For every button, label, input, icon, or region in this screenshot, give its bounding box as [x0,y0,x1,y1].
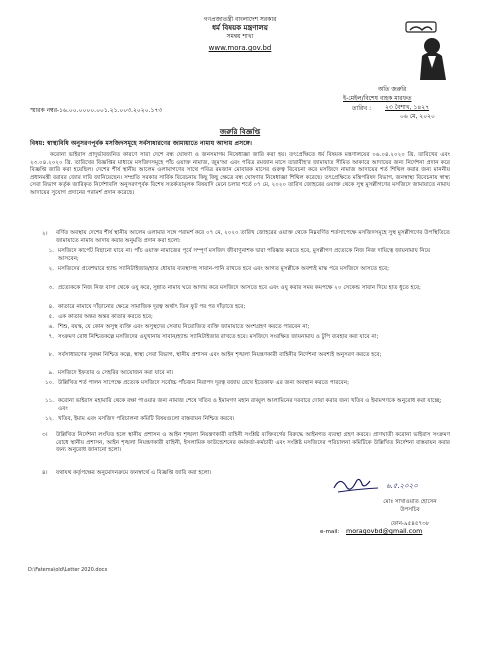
condition-text: উল্লিখিত শর্ত পালন সাপেক্ষে প্রত্যেক মসজিদে সর্বোচ্চ পাঁচজন নিরাপদ দূরত্ব বজায় রেখে ইতেকাফ এর জন্য অবস্থান করতে পারবেন; [58,380,349,386]
condition-item-5 [48,314,442,322]
paragraph-1: করোনা ভাইরাস প্রাদুর্ভাবজনিত কারণে সারা দেশে বন্ধ ঘোষণা ও জনসমাগম নিষেধাজ্ঞা জারি করা হয়। তৎপ্রেক্ষিতে ধর্ম বিষয়ক মন্ত্রণালয়ের ০৬.০৪.২০২০ খ্রি. তারিখের এবং ২৩.০৪.২০২০ খ্রি. তারিখের বিজ্ঞপ্তির মাধ্যমে মসজিদসমূহে পাঁচ ওয়াক্ত নামাজ, জুম'আ এবং পবিত্র রমজান মাসে তারাবীহ'র জামায়াত সীমিত আকারে আদায়ের জন্য নির্দেশনা প্রদান করে বিজ্ঞপ্তি জারি করা হয়েছিল। দেশের শীর্ষ স্থানীয় আলেম ওলামাগণের সাথে পবিত্র রমজান মোবারক মাসের গুরুত্ব বিবেচনা করে মসজিদে নামাজ আদায়ের শর্ত শিথিল করার জন্য মাননীয় প্রধানমন্ত্রী বরাবর জোর দাবি জানিয়েছেন। সম্প্রতি সরকার সার্বিক বিবেচনায় কিছু কিছু ক্ষেত্রে বন্ধ ঘোষণার নিষেধাজ্ঞা শিথিল করেছে। তৎপ্রেক্ষিতে মন্ত্রিপরিষদ বিভাগ, জনস্বাস্থ্য বিবেচনায় স্বাস্থ্য সেবা বিভাগ কর্তৃক জারিকৃত নির্দেশাবলি অনুসরণপূর্বক বিশেষ সতর্কতামূলক বিষয়াদি মেনে চলার শর্তে ০৭ মে, ২০২০ তারিখ জোহরের ওয়াক্ত থেকে সুস্থ মুসল্লীগণের মসজিদে জামায়াতে নামায আদায়ের সুযোগ প্রদানের পরামর্শ প্রদান করেছে। [30,152,450,196]
condition-text: সংক্রমণ রোধ নিশ্চিতকল্পে মসজিদের ওযুখানায় সাবান/হ্যান্ড স্যানিটাইজার রাখতে হবে। মসজিদে সংরক্ষিত জায়নামায ও টুপি ব্যবহার করা যাবে না; [58,334,379,340]
paragraph-2-number: ২। [42,231,48,237]
delivery-method: ই-মেইল/বিশেষ বাহক মারফত [343,95,412,102]
condition-text: কাতারে নামাযে দাঁড়ানোর ক্ষেত্রে সামাজিক দূরত্ব অর্থাৎ তিন ফুট পর পর দাঁড়াতে হবে; [58,304,246,310]
email-label: e-mail: [320,529,340,535]
condition-text: মসজিদে কার্পেট বিছানো যাবে না। পাঁচ ওয়াক্ত নামাজের পূর্বে সম্পূর্ণ মসজিদ জীবাণুনাশক দ্বারা পরিষ্কার করতে হবে, মুসল্লীগণ প্রত্যেকে নিজ নিজ দায়িত্বে জায়নামায নিয়ে আসবেন; [58,248,431,262]
condition-item-2 [48,266,442,282]
condition-item-11 [44,398,442,414]
condition-item-6 [48,324,442,332]
paragraph-3: উল্লিখিত নির্দেশনা লংঘিত হলে স্থানীয় প্রশাসন ও আইন শৃঙ্খলা নিয়ন্ত্রণকারী বাহিনী সংশ্লিষ্ট ব্যক্তিবর্গের বিরুদ্ধে আইনগত ব্যবস্থা গ্রহণ করবে। প্রাণঘাতী করোনা ভাইরাস সংক্রমণ রোধে স্থানীয় প্রশাসন, আইন শৃঙ্খলা নিয়ন্ত্রণকারী বাহিনী, ইসলামিক ফাউন্ডেশনের কর্মকর্তা-কর্মচারী এবং সংশ্লিষ্ট মসজিদের পরিচালনা কমিটিকে উল্লিখিত নির্দেশনা বাস্তবায়ন করার জন্য অনুরোধ জানানো হলো। [56,432,450,454]
condition-item-12 [44,416,442,424]
condition-text: শিশু, বয়স্ক, যে কোন অসুস্থ ব্যক্তি এবং অসুস্থদের সেবায় নিয়োজিত ব্যক্তি জামায়াতে অংশগ্রহণ করতে পারবেন না; [58,324,310,330]
condition-text: প্রত্যেককে নিজ নিজ বাসা থেকে ওযু করে, সুন্নাত নামায ঘরে আদায় করে মসজিদে আসতে হবে এবং ওযু করার সময় কমপক্ষে ২০ সেকেন্ড সাবান দিয়ে হাত ধুতে হবে; [58,285,421,291]
condition-number: ১০. [44,380,54,386]
condition-number: ৫. [48,314,54,320]
memo-number: স্মারক নম্বর-১৬.০০.০০০০.০০১.২১.০০৩.২০২০.১৭৩ [30,107,163,114]
condition-number: ২. [48,266,54,272]
condition-number: ৭. [48,334,54,340]
paragraph-2: বর্ণিত অবস্থায় দেশের শীর্ষ স্থানীয় আলেম ওলামার সঙ্গে পরামর্শ করে ০৭ মে, ২০২০ তারিখ জোহরের ওয়াক্ত থেকে নিম্নবর্ণিত শর্তসাপেক্ষে মসজিদসমূহে সুস্থ মুসল্লীগণের উপস্থিতিতে জামায়াতে নামায আদায় করার অনুমতি প্রদান করা হলো: [56,230,450,244]
mujib-borsho-logo [402,18,450,82]
date-bangla: ২৩ বৈশাখ, ১৪২৭ [385,104,430,111]
condition-number: ১১. [44,398,54,404]
condition-number: ৮. [48,352,54,358]
condition-item-1 [48,248,442,264]
date-label: তারিখ : [352,105,372,112]
website-link[interactable]: www.mora.gov.bd [208,44,272,52]
condition-number: ৯. [48,370,54,376]
condition-text: মসজিদের প্রবেশদ্বারে হ্যান্ড স্যানিটাইজার/হাত ধোয়ার ব্যবস্থাসহ সাবান-পানি রাখতে হবে এবং আগত মুসল্লীকে অবশ্যই মাস্ক পরে মসজিদে আসতে হবে; [58,266,390,272]
condition-item-4 [48,304,442,312]
signature-scribble [332,474,442,498]
paragraph-4: যথাযথ কর্তৃপক্ষের অনুমোদনক্রমে জনস্বার্থে এ বিজ্ঞপ্তি জারি করা হলো। [56,470,212,476]
condition-number: ৩. [48,285,54,291]
condition-text: এক কাতার অন্তর অন্তর কাতার করতে হবে; [58,314,153,320]
email-link[interactable]: moragovbd@gmail.com [346,527,423,535]
urgency-label: অতি জরুরি [378,86,407,93]
ministry-name: ধর্ম বিষয়ক মন্ত্রণালয় [212,24,268,32]
subject-line: বিষয়: স্বাস্থ্যবিধি অনুসরণপূর্বক মসজিদসমূহে সর্বসাধারণের জামায়াতে নামায আদায় প্রসঙ্গে। [30,140,253,147]
condition-number: ১২. [44,416,54,422]
condition-number: ৬. [48,324,54,330]
condition-number: ১. [48,248,54,254]
paragraph-3-number: ৩। [42,432,48,438]
condition-item-7 [48,334,442,350]
condition-item-8 [48,352,442,368]
signatory-phone: ফোন-৯৫৪৫৭৩৮ [390,521,430,527]
notice-title: জরুরি বিজ্ঞপ্তি [219,128,261,136]
signatory-designation: উপসচিব [400,507,420,513]
condition-item-3 [48,285,442,301]
date-english: ০৬ মে, ২০২০ [400,113,435,120]
signatory-name: মোঃ সাখাওয়াত হোসেন [383,499,437,505]
paragraph-4-number: ৪। [42,470,48,476]
condition-text: করোনা ভাইরাস মহামারি থেকে রক্ষা পাওয়ার জন্য নামাজ শেষে খতিব ও ইমামগণ মহান রাব্বুল আলামিনের দরবারে দোয়া করার জন্য খতিব ও ইমামগণকে অনুরোধ করা যাচ্ছে; এবং [58,398,442,412]
condition-text: খতিব, ইমাম এবং মসজিদ পরিচালনা কমিটি বিষয়গুলো বাস্তবায়ন নিশ্চিত করবে। [58,416,235,422]
government-name: গণপ্রজাতন্ত্রী বাংলাদেশ সরকার [203,16,277,23]
condition-number: ৪. [48,304,54,310]
condition-text: সর্বসাধারণের সুরক্ষা নিশ্চিত কল্পে, স্বাস্থ্য সেবা বিভাগ, স্থানীয় প্রশাসন এবং আইন শৃঙ্খলা নিয়ন্ত্রণকারী বাহিনীর নির্দেশনা অবশ্যই অনুসরণ করতে হবে; [58,352,382,358]
condition-item-9 [48,370,442,378]
file-path: D:\Fatema\old\Letter 2020.docx [28,567,108,573]
condition-text: মসজিদে ইফতার ও সেহরির আয়োজন করা যাবে না। [58,370,174,376]
condition-item-10 [44,380,442,396]
section-name: সমন্বয় শাখা [226,33,254,40]
signature-date: ৬.৫.২০২০ [386,482,418,490]
